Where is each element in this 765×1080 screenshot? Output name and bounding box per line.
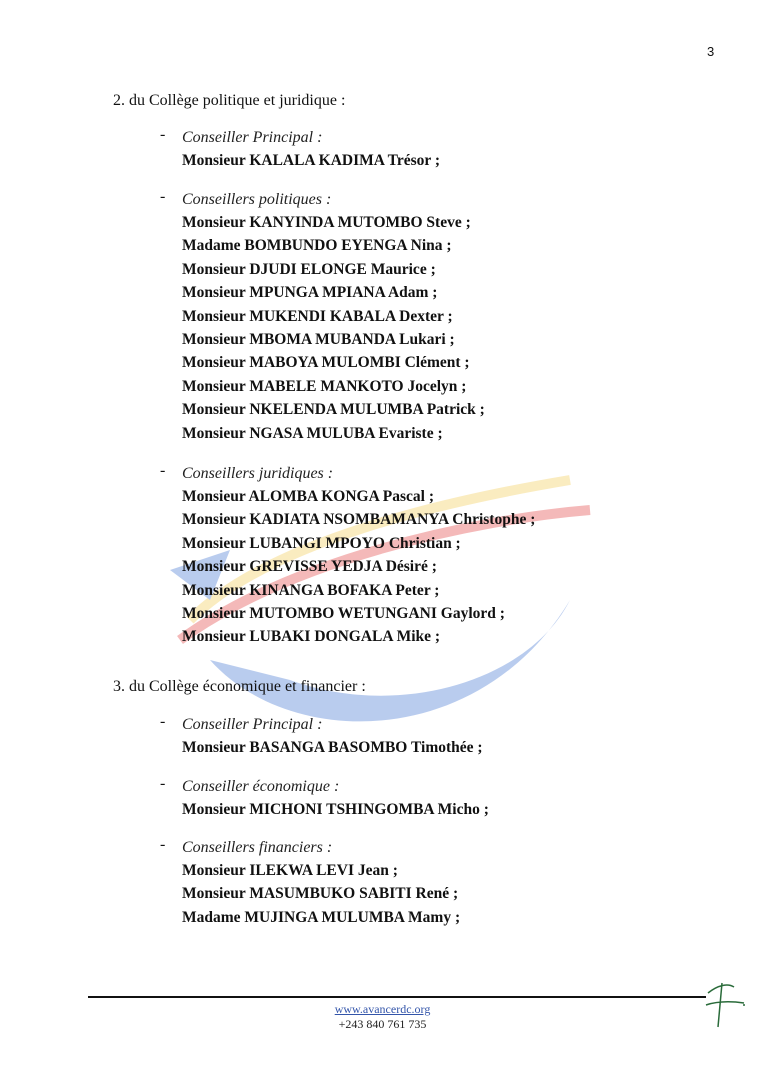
- person-name: Monsieur ALOMBA KONGA Pascal ;: [182, 488, 435, 505]
- person-name: Monsieur MABELE MANKOTO Jocelyn ;: [182, 377, 467, 395]
- group-bullet: -: [160, 775, 166, 792]
- person-name: Monsieur LUBAKI DONGALA Mike ;: [182, 628, 441, 646]
- group-conseillers-financiers: [160, 836, 460, 929]
- person-name: Monsieur KALALA KADIMA Trésor ;: [182, 152, 441, 169]
- person-name: Monsieur MBOMA MUBANDA Lukari ;: [182, 331, 455, 349]
- group-label: Conseiller économique :: [182, 778, 340, 795]
- group-conseiller-economique: [160, 775, 489, 821]
- person-name: Monsieur KINANGA BOFAKA Peter ;: [182, 581, 440, 599]
- person-name: Madame BOMBUNDO EYENGA Nina ;: [182, 237, 452, 255]
- group-label: Conseillers financiers :: [182, 839, 333, 856]
- person-name: Monsieur MPUNGA MPIANA Adam ;: [182, 284, 438, 302]
- person-name: Monsieur NGASA MULUBA Evariste ;: [182, 424, 443, 442]
- person-name: Monsieur MUKENDI KABALA Dexter ;: [182, 307, 453, 325]
- group-conseillers-politiques: [160, 188, 485, 445]
- group-conseiller-principal-politique: [160, 126, 440, 172]
- person-name: Monsieur MUTOMBO WETUNGANI Gaylord ;: [182, 605, 505, 623]
- section-title-college-politique: 2. du Collège politique et juridique :: [113, 92, 346, 109]
- group-bullet: -: [160, 713, 166, 730]
- person-name: Monsieur LUBANGI MPOYO Christian ;: [182, 534, 461, 552]
- person-name: Monsieur KADIATA NSOMBAMANYA Christophe ;: [182, 511, 536, 529]
- group-label: Conseiller Principal :: [182, 716, 323, 733]
- group-label: Conseillers politiques :: [182, 191, 332, 208]
- handwritten-initials-signature: [700, 975, 750, 1035]
- person-name: Monsieur MASUMBUKO SABITI René ;: [182, 885, 459, 903]
- group-conseillers-juridiques: [160, 462, 535, 649]
- group-bullet: -: [160, 836, 166, 853]
- person-name: Monsieur MABOYA MULOMBI Clément ;: [182, 354, 470, 372]
- footer-website-link[interactable]: www.avancerdc.org: [334, 1002, 431, 1016]
- section-title-college-economique: 3. du Collège économique et financier :: [113, 678, 366, 695]
- footer-divider: [88, 996, 706, 998]
- group-conseiller-principal-economique: [160, 713, 483, 759]
- page-number: 3: [707, 44, 715, 59]
- footer-phone: +243 840 761 735: [338, 1017, 427, 1031]
- group-bullet: -: [160, 188, 166, 205]
- person-name: Monsieur KANYINDA MUTOMBO Steve ;: [182, 214, 471, 231]
- person-name: Monsieur BASANGA BASOMBO Timothée ;: [182, 739, 483, 756]
- person-name: Monsieur DJUDI ELONGE Maurice ;: [182, 260, 436, 278]
- group-bullet: -: [160, 126, 166, 143]
- person-name: Monsieur MICHONI TSHINGOMBA Micho ;: [182, 801, 489, 818]
- group-label: Conseillers juridiques :: [182, 465, 334, 482]
- person-name: Monsieur ILEKWA LEVI Jean ;: [182, 862, 398, 879]
- group-label: Conseiller Principal :: [182, 129, 323, 146]
- person-name: Monsieur NKELENDA MULUMBA Patrick ;: [182, 401, 485, 419]
- person-name: Madame MUJINGA MULUMBA Mamy ;: [182, 908, 461, 926]
- group-bullet: -: [160, 462, 166, 479]
- person-name: Monsieur GREVISSE YEDJA Désiré ;: [182, 558, 437, 576]
